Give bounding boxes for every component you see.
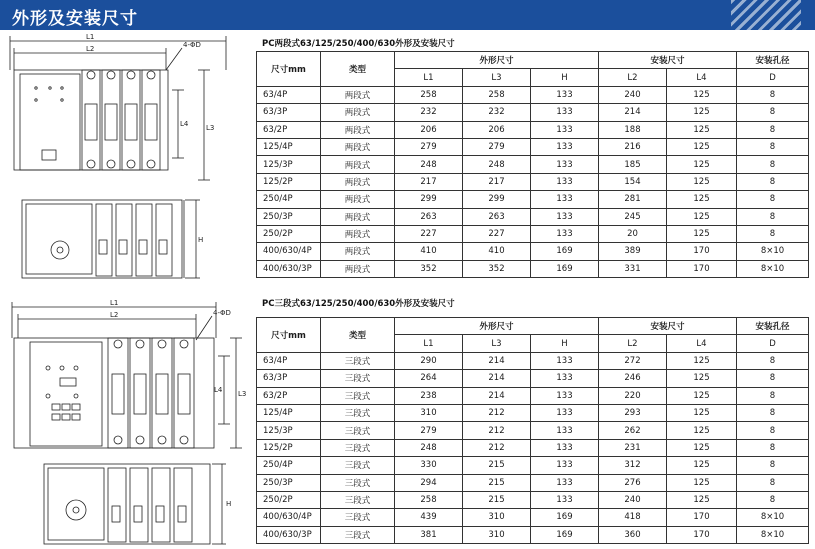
row-size-cell: 125/3P [257, 156, 321, 173]
row-value-cell: 133 [531, 352, 599, 369]
row-value-cell: 212 [463, 404, 531, 421]
table-row [257, 173, 809, 190]
row-type-cell: 三段式 [321, 474, 395, 491]
col-header-l1: L1 [395, 335, 463, 352]
dim-label-l3: L3 [206, 124, 215, 132]
row-type-cell: 三段式 [321, 422, 395, 439]
row-size-cell: 125/4P [257, 404, 321, 421]
row-value-cell: 8 [737, 387, 809, 404]
row-value-cell: 418 [599, 509, 667, 526]
table-row [257, 191, 809, 208]
row-value-cell: 293 [599, 404, 667, 421]
row-size-cell: 125/2P [257, 173, 321, 190]
row-value-cell: 330 [395, 457, 463, 474]
table-row [257, 225, 809, 242]
row-value-cell: 133 [531, 191, 599, 208]
row-size-cell: 125/3P [257, 422, 321, 439]
row-value-cell: 8 [737, 191, 809, 208]
row-type-cell: 两段式 [321, 260, 395, 277]
row-value-cell: 125 [667, 387, 737, 404]
row-size-cell: 63/2P [257, 387, 321, 404]
row-value-cell: 20 [599, 225, 667, 242]
row-value-cell: 133 [531, 404, 599, 421]
row-value-cell: 125 [667, 474, 737, 491]
row-value-cell: 214 [599, 104, 667, 121]
row-value-cell: 8 [737, 404, 809, 421]
row-value-cell: 125 [667, 208, 737, 225]
row-size-cell: 63/4P [257, 352, 321, 369]
col-header-size: 尺寸mm [257, 318, 321, 353]
row-type-cell: 两段式 [321, 225, 395, 242]
row-size-cell: 250/2P [257, 491, 321, 508]
row-value-cell: 133 [531, 104, 599, 121]
row-value-cell: 227 [463, 225, 531, 242]
row-size-cell: 250/2P [257, 225, 321, 242]
row-type-cell: 两段式 [321, 156, 395, 173]
row-value-cell: 281 [599, 191, 667, 208]
row-value-cell: 217 [463, 173, 531, 190]
table-header-row [257, 318, 809, 335]
col-header-l4: L4 [667, 335, 737, 352]
row-value-cell: 8 [737, 370, 809, 387]
row-value-cell: 8 [737, 439, 809, 456]
row-size-cell: 400/630/3P [257, 526, 321, 543]
table-row [257, 243, 809, 260]
col-header-l2: L2 [599, 335, 667, 352]
section-title-two-stage: PC两段式63/125/250/400/630外形及安装尺寸 [262, 39, 455, 49]
row-value-cell: 169 [531, 243, 599, 260]
row-value-cell: 125 [667, 173, 737, 190]
row-value-cell: 125 [667, 104, 737, 121]
col-header-d: D [737, 335, 809, 352]
table-body [257, 352, 809, 543]
row-size-cell: 63/4P [257, 86, 321, 103]
col-header-size: 尺寸mm [257, 52, 321, 87]
dim-label-l4: L4 [180, 120, 189, 128]
header-stripe-decoration [731, 0, 801, 30]
row-value-cell: 263 [463, 208, 531, 225]
row-type-cell: 三段式 [321, 352, 395, 369]
row-value-cell: 264 [395, 370, 463, 387]
col-header-install: 安装尺寸 [599, 318, 737, 335]
row-value-cell: 133 [531, 422, 599, 439]
row-value-cell: 279 [395, 138, 463, 155]
table-row [257, 457, 809, 474]
table-row [257, 352, 809, 369]
row-value-cell: 299 [395, 191, 463, 208]
row-value-cell: 169 [531, 260, 599, 277]
row-type-cell: 两段式 [321, 121, 395, 138]
row-value-cell: 8 [737, 173, 809, 190]
row-value-cell: 170 [667, 526, 737, 543]
spec-table-two-stage [256, 51, 809, 278]
col-header-outline: 外形尺寸 [395, 318, 599, 335]
row-value-cell: 125 [667, 121, 737, 138]
row-size-cell: 250/4P [257, 191, 321, 208]
table-row [257, 526, 809, 543]
row-value-cell: 410 [463, 243, 531, 260]
row-value-cell: 310 [395, 404, 463, 421]
page-title: 外形及安装尺寸 [12, 9, 138, 29]
row-value-cell: 299 [463, 191, 531, 208]
table-row [257, 422, 809, 439]
row-value-cell: 188 [599, 121, 667, 138]
dim-label-l2: L2 [110, 311, 119, 319]
row-value-cell: 133 [531, 86, 599, 103]
row-size-cell: 125/2P [257, 439, 321, 456]
table-row [257, 156, 809, 173]
row-value-cell: 8 [737, 225, 809, 242]
row-value-cell: 8 [737, 208, 809, 225]
row-value-cell: 125 [667, 422, 737, 439]
table-row [257, 208, 809, 225]
row-value-cell: 169 [531, 509, 599, 526]
row-type-cell: 三段式 [321, 491, 395, 508]
row-value-cell: 8 [737, 104, 809, 121]
dim-label-l3: L3 [238, 390, 247, 398]
col-header-install: 安装尺寸 [599, 52, 737, 69]
row-value-cell: 8 [737, 156, 809, 173]
row-size-cell: 63/2P [257, 121, 321, 138]
row-value-cell: 262 [599, 422, 667, 439]
row-type-cell: 三段式 [321, 370, 395, 387]
dim-label-h: H [226, 500, 232, 508]
row-value-cell: 215 [463, 457, 531, 474]
row-size-cell: 400/630/3P [257, 260, 321, 277]
table-row [257, 121, 809, 138]
row-type-cell: 两段式 [321, 208, 395, 225]
row-value-cell: 8 [737, 121, 809, 138]
row-value-cell: 276 [599, 474, 667, 491]
table-row [257, 370, 809, 387]
row-value-cell: 212 [463, 422, 531, 439]
row-value-cell: 125 [667, 491, 737, 508]
row-value-cell: 352 [463, 260, 531, 277]
row-value-cell: 8 [737, 422, 809, 439]
row-value-cell: 232 [395, 104, 463, 121]
row-value-cell: 217 [395, 173, 463, 190]
row-size-cell: 63/3P [257, 370, 321, 387]
row-value-cell: 154 [599, 173, 667, 190]
row-value-cell: 215 [463, 474, 531, 491]
row-value-cell: 310 [463, 509, 531, 526]
row-value-cell: 8 [737, 457, 809, 474]
row-value-cell: 206 [395, 121, 463, 138]
col-header-d: D [737, 69, 809, 86]
row-value-cell: 245 [599, 208, 667, 225]
row-type-cell: 两段式 [321, 243, 395, 260]
table-body [257, 86, 809, 277]
row-type-cell: 三段式 [321, 457, 395, 474]
row-value-cell: 310 [463, 526, 531, 543]
row-value-cell: 8 [737, 491, 809, 508]
row-value-cell: 240 [599, 491, 667, 508]
row-value-cell: 125 [667, 404, 737, 421]
three-stage-side-drawing [0, 460, 252, 549]
row-type-cell: 两段式 [321, 173, 395, 190]
row-value-cell: 133 [531, 370, 599, 387]
row-value-cell: 214 [463, 352, 531, 369]
col-header-h: H [531, 335, 599, 352]
row-value-cell: 133 [531, 156, 599, 173]
table-row [257, 104, 809, 121]
row-value-cell: 331 [599, 260, 667, 277]
row-type-cell: 两段式 [321, 86, 395, 103]
row-value-cell: 290 [395, 352, 463, 369]
col-header-h: H [531, 69, 599, 86]
row-value-cell: 231 [599, 439, 667, 456]
row-value-cell: 410 [395, 243, 463, 260]
row-value-cell: 125 [667, 370, 737, 387]
page-header [0, 0, 815, 30]
row-type-cell: 三段式 [321, 387, 395, 404]
row-type-cell: 两段式 [321, 104, 395, 121]
row-value-cell: 8 [737, 86, 809, 103]
row-value-cell: 170 [667, 243, 737, 260]
row-value-cell: 248 [395, 156, 463, 173]
col-header-l2: L2 [599, 69, 667, 86]
row-value-cell: 133 [531, 138, 599, 155]
dim-label-l1: L1 [86, 33, 95, 41]
row-size-cell: 400/630/4P [257, 509, 321, 526]
row-value-cell: 212 [463, 439, 531, 456]
row-value-cell: 133 [531, 474, 599, 491]
row-value-cell: 248 [395, 439, 463, 456]
dim-label-hole: 4-ΦD [183, 41, 201, 49]
row-size-cell: 250/3P [257, 208, 321, 225]
row-value-cell: 8×10 [737, 243, 809, 260]
section-title-three-stage: PC三段式63/125/250/400/630外形及安装尺寸 [262, 299, 455, 309]
row-value-cell: 258 [463, 86, 531, 103]
row-value-cell: 133 [531, 225, 599, 242]
row-value-cell: 214 [463, 387, 531, 404]
row-value-cell: 238 [395, 387, 463, 404]
row-value-cell: 125 [667, 457, 737, 474]
row-value-cell: 170 [667, 509, 737, 526]
row-value-cell: 216 [599, 138, 667, 155]
col-header-type: 类型 [321, 52, 395, 87]
row-value-cell: 227 [395, 225, 463, 242]
row-type-cell: 三段式 [321, 509, 395, 526]
row-value-cell: 170 [667, 260, 737, 277]
row-value-cell: 133 [531, 439, 599, 456]
row-value-cell: 246 [599, 370, 667, 387]
dim-label-l4: L4 [214, 386, 223, 394]
row-value-cell: 215 [463, 491, 531, 508]
row-value-cell: 312 [599, 457, 667, 474]
row-value-cell: 125 [667, 191, 737, 208]
row-value-cell: 133 [531, 173, 599, 190]
col-header-l3: L3 [463, 69, 531, 86]
row-value-cell: 381 [395, 526, 463, 543]
row-type-cell: 三段式 [321, 439, 395, 456]
dim-label-hole: 4-ΦD [213, 309, 231, 317]
table-row [257, 387, 809, 404]
table-row [257, 260, 809, 277]
dim-label-h: H [198, 236, 204, 244]
row-value-cell: 232 [463, 104, 531, 121]
table-header-row [257, 52, 809, 69]
row-value-cell: 258 [395, 491, 463, 508]
row-value-cell: 8 [737, 474, 809, 491]
row-value-cell: 439 [395, 509, 463, 526]
row-value-cell: 169 [531, 526, 599, 543]
row-value-cell: 8×10 [737, 260, 809, 277]
table-row [257, 138, 809, 155]
row-value-cell: 185 [599, 156, 667, 173]
row-size-cell: 250/3P [257, 474, 321, 491]
spec-table-three-stage [256, 317, 809, 544]
row-value-cell: 389 [599, 243, 667, 260]
row-value-cell: 125 [667, 156, 737, 173]
table-row [257, 86, 809, 103]
dim-label-l2: L2 [86, 45, 95, 53]
row-size-cell: 63/3P [257, 104, 321, 121]
row-value-cell: 125 [667, 439, 737, 456]
col-header-l4: L4 [667, 69, 737, 86]
row-value-cell: 125 [667, 138, 737, 155]
row-value-cell: 8 [737, 352, 809, 369]
row-value-cell: 8×10 [737, 509, 809, 526]
col-header-type: 类型 [321, 318, 395, 353]
col-header-hole: 安装孔径 [737, 52, 809, 69]
row-value-cell: 220 [599, 387, 667, 404]
col-header-l3: L3 [463, 335, 531, 352]
three-stage-front-drawing [0, 296, 252, 460]
row-value-cell: 133 [531, 387, 599, 404]
col-header-outline: 外形尺寸 [395, 52, 599, 69]
row-value-cell: 360 [599, 526, 667, 543]
row-type-cell: 两段式 [321, 191, 395, 208]
row-value-cell: 133 [531, 121, 599, 138]
row-value-cell: 133 [531, 491, 599, 508]
col-header-l1: L1 [395, 69, 463, 86]
row-size-cell: 125/4P [257, 138, 321, 155]
col-header-hole: 安装孔径 [737, 318, 809, 335]
row-value-cell: 248 [463, 156, 531, 173]
dim-label-l1: L1 [110, 299, 119, 307]
row-value-cell: 8 [737, 138, 809, 155]
two-stage-side-drawing [0, 192, 252, 284]
row-value-cell: 8×10 [737, 526, 809, 543]
row-value-cell: 352 [395, 260, 463, 277]
row-value-cell: 214 [463, 370, 531, 387]
row-value-cell: 125 [667, 86, 737, 103]
table-row [257, 509, 809, 526]
row-value-cell: 272 [599, 352, 667, 369]
row-value-cell: 279 [395, 422, 463, 439]
row-type-cell: 两段式 [321, 138, 395, 155]
row-size-cell: 400/630/4P [257, 243, 321, 260]
row-value-cell: 294 [395, 474, 463, 491]
row-value-cell: 133 [531, 457, 599, 474]
row-value-cell: 263 [395, 208, 463, 225]
row-type-cell: 三段式 [321, 404, 395, 421]
row-value-cell: 279 [463, 138, 531, 155]
table-row [257, 491, 809, 508]
row-value-cell: 258 [395, 86, 463, 103]
table-row [257, 474, 809, 491]
row-value-cell: 206 [463, 121, 531, 138]
row-type-cell: 三段式 [321, 526, 395, 543]
row-size-cell: 250/4P [257, 457, 321, 474]
row-value-cell: 240 [599, 86, 667, 103]
row-value-cell: 125 [667, 352, 737, 369]
row-value-cell: 125 [667, 225, 737, 242]
row-value-cell: 133 [531, 208, 599, 225]
table-row [257, 439, 809, 456]
two-stage-front-drawing [0, 30, 252, 190]
table-row [257, 404, 809, 421]
